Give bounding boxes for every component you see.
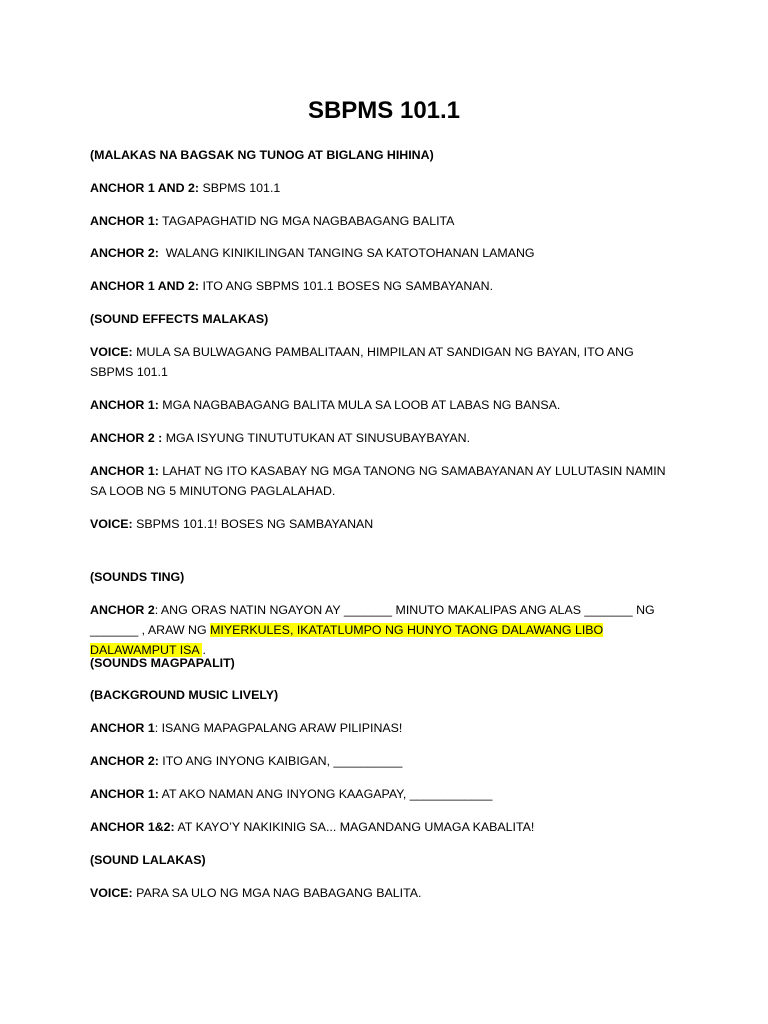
script-line [90, 178, 670, 198]
line-text-end: . [202, 643, 206, 657]
line-text: MULA SA BULWAGANG PAMBALITAAN, HIMPILAN AT SANDIGAN NG BAYAN, ITO ANG SBPMS 101.1 [90, 345, 634, 379]
speaker-label: ANCHOR 1: [90, 214, 159, 228]
script-direction: (MALAKAS NA BAGSAK NG TUNOG AT BIGLANG HIHINA) [90, 148, 434, 162]
line-text: ITO ANG INYONG KAIBIGAN, __________ [158, 754, 403, 768]
script-line [90, 276, 670, 296]
script-line [90, 243, 670, 263]
line-text: ITO ANG SBPMS 101.1 BOSES NG SAMBAYANAN. [199, 279, 494, 293]
line-text: SBPMS 101.1! BOSES NG SAMBAYANAN [132, 517, 374, 531]
script-direction: (SOUND EFFECTS MALAKAS) [90, 312, 269, 326]
speaker-label: ANCHOR 1&2: [90, 820, 175, 834]
script-direction: (SOUND LALAKAS) [90, 853, 206, 867]
script-line [90, 751, 670, 771]
line-text: SBPMS 101.1 [199, 181, 281, 195]
script-direction: (SOUNDS TING) [90, 570, 185, 584]
script-line [90, 784, 670, 804]
speaker-label: ANCHOR 1 AND 2: [90, 279, 199, 293]
script-line [90, 342, 670, 382]
line-text: : ANG ORAS NATIN NGAYON AY _______ MINUTO MAKALIPAS ANG ALAS _______ NG _______ , ARAW NG [90, 603, 655, 637]
speaker-label: ANCHOR 1: [90, 787, 159, 801]
highlighted-date-text: MIYERKULES, IKATATLUMPO NG HUNYO TAONG DALAWANG LIBO DALAWAMPUT ISA [90, 623, 604, 657]
script-line [90, 514, 670, 534]
speaker-label: ANCHOR 1: [90, 464, 159, 478]
speaker-label: ANCHOR 2: [90, 246, 159, 260]
script-direction: (SOUNDS MAGPAPALIT) [90, 656, 235, 670]
line-text: AT AKO NAMAN ANG INYONG KAAGAPAY, ____________ [158, 787, 493, 801]
line-text: PARA SA ULO NG MGA NAG BABAGANG BALITA. [132, 886, 422, 900]
speaker-label: VOICE: [90, 345, 133, 359]
speaker-label: VOICE: [90, 517, 133, 531]
line-text: WALANG KINIKILINGAN TANGING SA KATOTOHANAN LAMANG [158, 246, 535, 260]
script-line [90, 395, 670, 415]
speaker-label: ANCHOR 2: [90, 754, 159, 768]
line-text: MGA NAGBABAGANG BALITA MULA SA LOOB AT LABAS NG BANSA. [158, 398, 561, 412]
script-line [90, 211, 670, 231]
script-line [90, 461, 670, 501]
line-text: TAGAPAGHATID NG MGA NAGBABAGANG BALITA [158, 214, 455, 228]
script-line [90, 600, 670, 660]
page-title: SBPMS 101.1 [307, 97, 461, 124]
speaker-label: ANCHOR 1 [90, 721, 155, 735]
speaker-label: ANCHOR 1: [90, 398, 159, 412]
speaker-label: ANCHOR 2 [90, 603, 155, 617]
script-line [90, 883, 670, 903]
script-line [90, 817, 670, 837]
speaker-label: VOICE: [90, 886, 133, 900]
speaker-label: ANCHOR 1 AND 2: [90, 181, 199, 195]
line-text: MGA ISYUNG TINUTUTUKAN AT SINUSUBAYBAYAN. [162, 431, 471, 445]
speaker-label: ANCHOR 2 : [90, 431, 163, 445]
line-text: AT KAYO’Y NAKIKINIG SA... MAGANDANG UMAGA KABALITA! [174, 820, 535, 834]
script-line [90, 428, 670, 448]
script-direction: (BACKGROUND MUSIC LIVELY) [90, 688, 279, 702]
line-text: LAHAT NG ITO KASABAY NG MGA TANONG NG SAMABAYANAN AY LULUTASIN NAMIN SA LOOB NG 5 MINUTONG PAGLALAHAD. [90, 464, 666, 498]
line-text: : ISANG MAPAGPALANG ARAW PILIPINAS! [154, 721, 403, 735]
script-line [90, 718, 670, 738]
